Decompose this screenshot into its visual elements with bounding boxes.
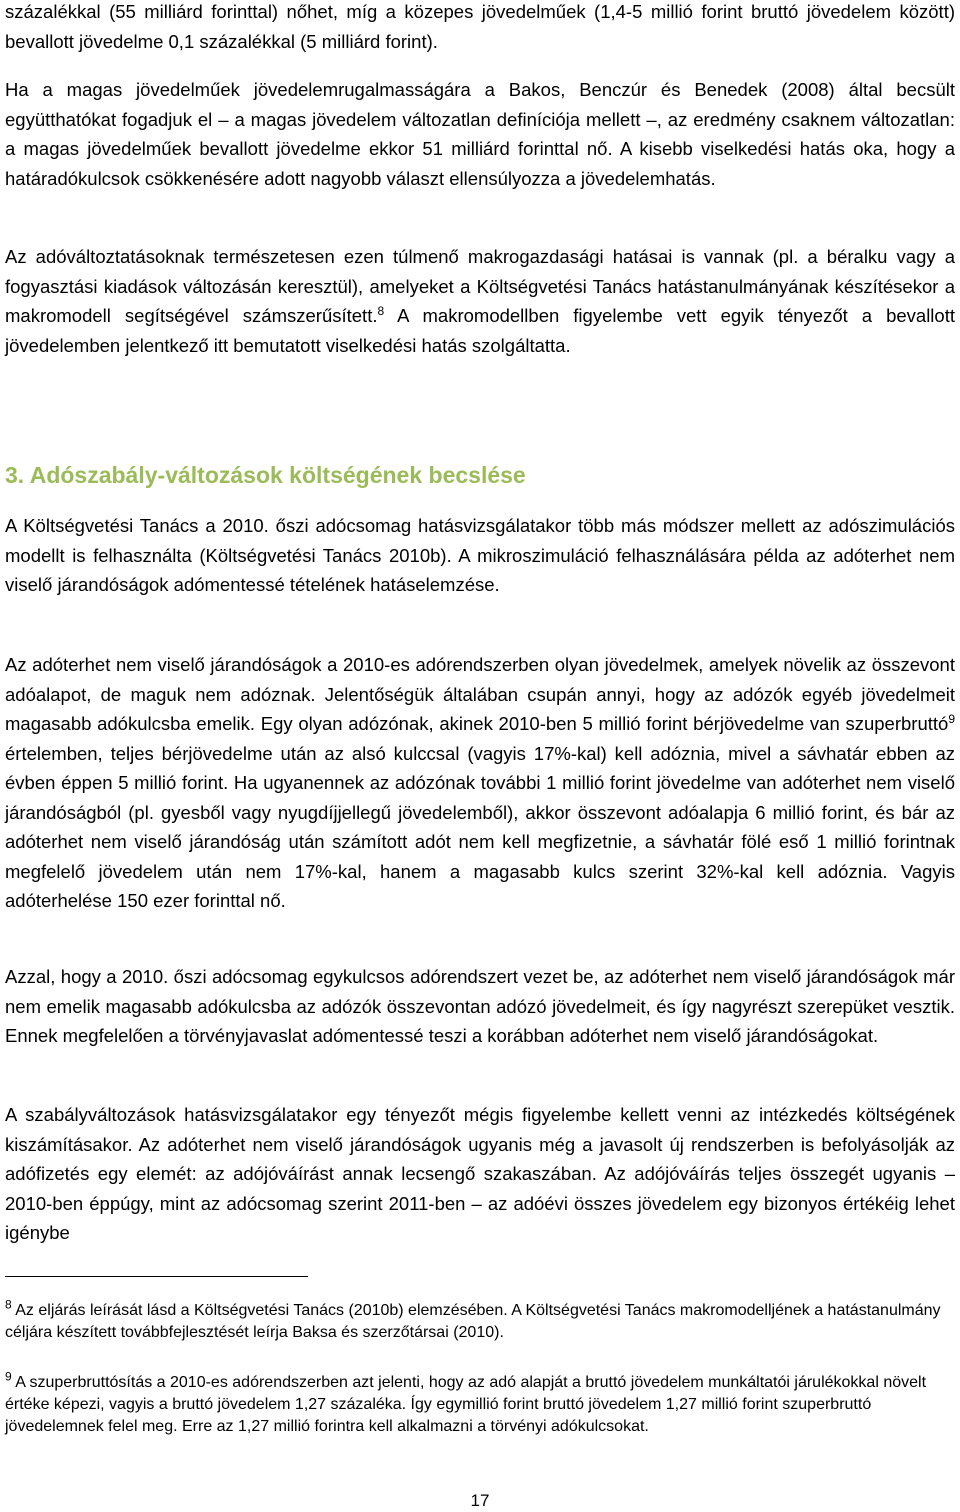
footnote-number: 8	[5, 1297, 12, 1312]
paragraph-text: A szabályváltozások hatásvizsgálatakor egy tényezőt mégis figyelembe kellett venni az intézkedés költségének kiszámításakor. Az adóterhet nem viselő járandóságok ugyanis még a javasolt új rendszerben is befolyásolják az adófizetés egy elemét: az adójóváírást annak lecsengő szakaszában. Az adójóváírás teljes összegét ugyanis – 2010-ben éppúgy, mint az adócsomag szerint 2011-ben – az adóévi összes jövedelem egy bizonyos értékéig lehet igénybe	[5, 1104, 955, 1243]
footnote-9	[5, 1369, 955, 1438]
footnote-8	[5, 1297, 955, 1344]
footnote-reference-9[interactable]: 9	[948, 711, 955, 726]
paragraph-fiscal-council	[5, 511, 955, 600]
footnote-text: Az eljárás leírását lásd a Költségvetési Tanács (2010b) elemzésében. A Költségvetési Tanács makromodelljének a hatástanulmány céljára készített továbbfejlesztését leírja Baksa és szerzőtársai (2010).	[5, 1302, 941, 1341]
footnote-reference-8[interactable]: 8	[377, 303, 385, 318]
paragraph-text: értelemben, teljes bérjövedelme után az alsó kulccsal (vagyis 17%-kal) kell adóznia, mivel a sávhatár ebben az évben éppen 5 millió forint. Ha ugyanennek az adózónak további 1 millió forint jövedelme van adóterhet nem viselő járandóságból (pl. gyesből vagy nyugdíjjellegű jövedelemből), akkor összevont adóalapja 6 millió forint, és bár az adóterhet nem viselő járandóság után számított adót nem kell megfizetnie, a sávhatár fölé eső 1 millió forintnak megfelelő jövedelem után nem 17%-kal, hanem a magasabb kulcs szerint 32%-kal kell adóznia. Vagyis adóterhelése 150 ezer forinttal nő.	[5, 742, 955, 911]
paragraph-income-growth	[5, 0, 955, 56]
paragraph-text: Az adóváltoztatásoknak természetesen ezen túlmenő makrogazdasági hatásai is vannak (pl. a béralku vagy a fogyasztási kiadások változásán keresztül), amelyeket a Költségvetési Tanács hatástanulmányának készítésekor a makromodell segítségével számszerűsített.	[5, 246, 955, 326]
footnote-text: A szuperbruttósítás a 2010-es adórendszerben azt jelenti, hogy az adó alapját a bruttó jövedelem munkáltatói járulékokkal növelt értéke képezi, vagyis a bruttó jövedelem 1,27 százaléka. Így egymillió forint bruttó jövedelem 1,27 millió forint szuperbruttó jövedelemnek felel meg. Erre az 1,27 millió forintra kell alkalmazni a törvényi adókulcsokat.	[5, 1374, 927, 1435]
footnote-separator	[5, 1276, 308, 1277]
page-number: 17	[470, 1491, 490, 1510]
paragraph-text: A Költségvetési Tanács a 2010. őszi adócsomag hatásvizsgálatakor több más módszer mellett az adószimulációs modellt is felhasználta (Költségvetési Tanács 2010b). A mikroszimuláció felhasználására példa az adóterhet nem viselő járandóságok adómentessé tételének hatáselemzése.	[5, 515, 955, 595]
paragraph-bakos-elasticity	[5, 75, 955, 193]
paragraph-non-taxed-income	[5, 650, 955, 916]
paragraph-rule-changes	[5, 1100, 955, 1248]
paragraph-flat-tax	[5, 962, 955, 1051]
paragraph-text: A makromodellben figyelembe vett egyik tényezőt a bevallott jövedelemben jelentkező itt bemutatott viselkedési hatás szolgáltatta.	[5, 305, 955, 356]
paragraph-text: Az adóterhet nem viselő járandóságok a 2010-es adórendszerben olyan jövedelmek, amelyek növelik az összevont adóalapot, de maguk nem adóznak. Jelentőségük általában csupán annyi, hogy az adózók egyéb jövedelmeit magasabb adókulcsba emelik. Egy olyan adózónak, akinek 2010-ben 5 millió forint bérjövedelme van szuperbruttó	[5, 654, 955, 734]
footnote-number: 9	[5, 1369, 12, 1384]
paragraph-text: százalékkal (55 milliárd forinttal) nőhet, míg a közepes jövedelműek (1,4-5 millió forint bruttó jövedelem között) bevallott jövedelme 0,1 százalékkal (5 milliárd forint).	[5, 1, 955, 52]
paragraph-text: Ha a magas jövedelműek jövedelemrugalmasságára a Bakos, Benczúr és Benedek (2008) által becsült együtthatókat fogadjuk el – a magas jövedelem változatlan definíciója mellett –, az eredmény csaknem változatlan: a magas jövedelműek bevallott jövedelme ekkor 51 milliárd forinttal nő.	[5, 79, 955, 159]
section-heading: 3. Adószabály-változások költségének becslése	[5, 462, 526, 488]
paragraph-macro-effects	[5, 242, 955, 360]
paragraph-text: A kisebb viselkedési hatás oka, hogy a határadókulcsok csökkenésére adott nagyobb választ ellensúlyozza a jövedelemhatás.	[5, 138, 955, 189]
paragraph-text: Azzal, hogy a 2010. őszi adócsomag egykulcsos adórendszert vezet be, az adóterhet nem viselő járandóságok már nem emelik magasabb adókulcsba az adózók összevontan adózó jövedelmeit, és így nagyrészt szerepüket vesztik. Ennek megfelelően a törvényjavaslat adómentessé teszi a korábban adóterhet nem viselő járandóságokat.	[5, 966, 955, 1046]
